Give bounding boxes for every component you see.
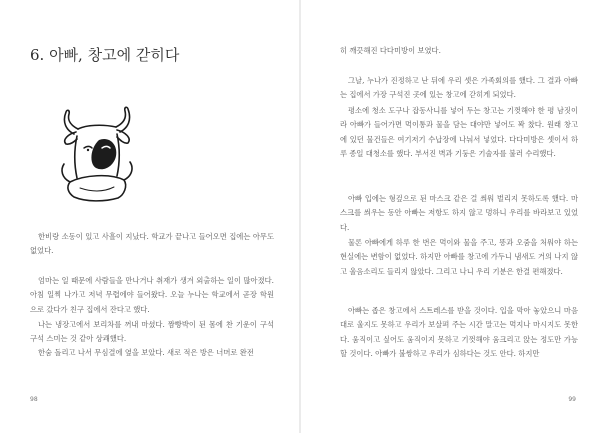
right-page xyxy=(300,0,600,433)
right-paragraph-2: 그날, 누나가 진정하고 난 뒤에 우리 셋은 가족회의를 했다. 그 결과 아빠는 집에서 가장 구석진 곳에 있는 창고에 갇히게 되었다. xyxy=(340,76,578,100)
right-paragraph-5: 물론 아빠에게 하루 한 번은 먹이와 물을 주고, 똥과 오줌을 처워야 하는 현실에는 변함이 없었다. 하지만 아빠를 창고에 가두니 냄새도 거의 나지 않고 울음소리도 들리지 않았다. 그리고 나니 우리 기분은 한결 편해졌다. xyxy=(340,238,578,276)
left-paragraph-4: 한숨 돌리고 나서 무심결에 옆을 보았다. 새로 적은 방은 너머로 완전 xyxy=(38,348,254,357)
right-paragraph-6: 아빠는 좁은 창고에서 스트레스를 받을 것이다. 입을 막아 놓았으니 마음대로 울지도 못하고 우리가 보살펴 주는 시간 말고는 먹지나 마시지도 못한다. 움직이고 싶어도 움직이지 못하고 기껏해야 움크리고 앉는 정도만 가능할 것이다. 아빠가 불쌍하고 우리가 심하다는 것도 안다. 하지만 xyxy=(340,306,578,359)
right-paragraph-4: 아빠 입에는 형겊으로 된 마스크 같은 걸 씌워 벌리지 못하도록 했다. 마스크를 씌우는 동안 아빠는 저항도 하지 않고 멍하니 우리를 바라보고 있었다. xyxy=(340,194,578,232)
left-paragraph-1: 한비랑 소동이 있고 사흘이 지났다. 학교가 끝나고 들어오면 집에는 아무도 없었다. xyxy=(30,232,274,256)
right-paragraph-1: 히 깨끗해진 다다미방이 보였다. xyxy=(340,46,441,55)
right-paragraph-3: 평소에 청소 도구나 잡동사니를 넣어 두는 창고는 기껏해야 한 평 남짓이라 아빠가 들어가면 먹이통과 물을 담는 대야만 넣어도 꽉 찼다. 원래 창고에 있던 물건들은 여기저기 수납장에 나눠서 넣었다. 다다미방은 셋이서 하루 종일 대청소를 했다. 부서진 벽과 기둥은 기술자를 불러 수리했다. xyxy=(340,106,578,159)
page-number-left: 98 xyxy=(30,396,38,403)
page-number-right: 99 xyxy=(568,396,576,403)
left-paragraph-2: 엄마는 일 때문에 사람들을 만나거나 취재가 생겨 외출하는 일이 많아졌다. 아침 일찍 나가고 저녁 무렵에야 들어왔다. 오늘 누나는 학교에서 곧장 학원으로 갔다가 친구 집에서 잔다고 했다. xyxy=(30,276,274,314)
left-paragraph-3: 나는 냉장고에서 보리차를 꺼내 마셨다. 짬빵박이 된 몸에 찬 기운이 구석구석 스미는 것 같아 상쾌했다. xyxy=(30,320,274,344)
ox-head-with-mask-illustration xyxy=(44,98,144,216)
chapter-title: 6. 아빠, 창고에 갇히다 xyxy=(30,46,180,64)
